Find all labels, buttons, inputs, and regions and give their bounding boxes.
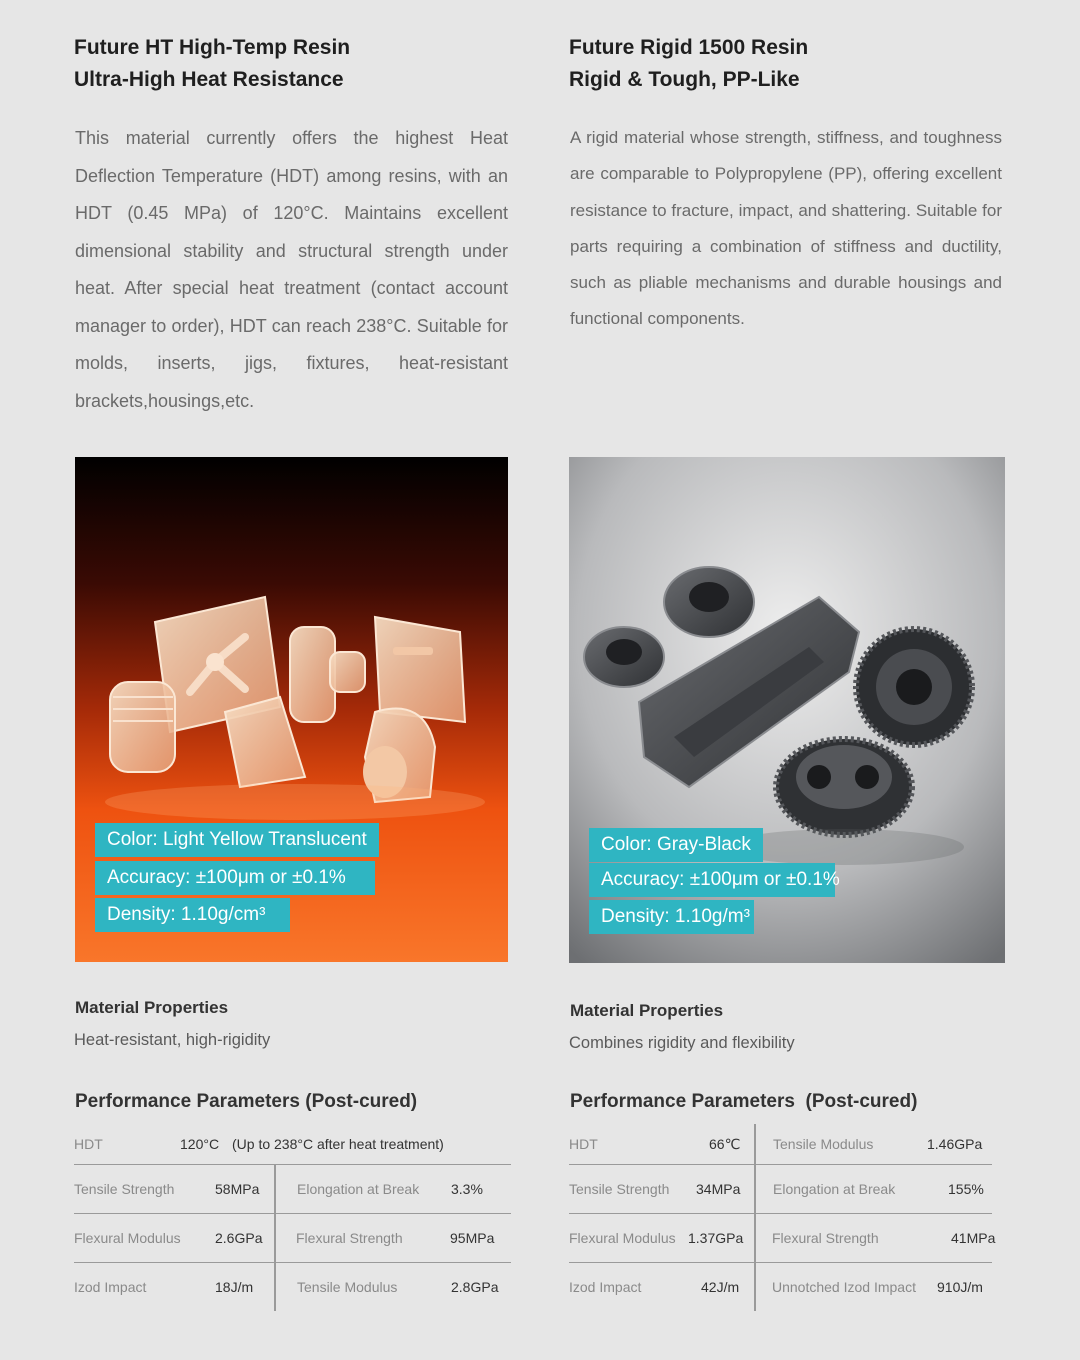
right-title-line1: Future Rigid 1500 Resin [569,36,809,59]
left-color-tag: Color: Light Yellow Translucent [95,823,379,857]
right-description: A rigid material whose strength, stiffness, and toughness are comparable to Polypropylene (PP), offering excellent resistance to fracture, impact, and shattering. Suitable for parts requiring a combination of stiffness and ductility, such as pliable mechanisms and durable housings and functional components. [570,128,1002,329]
left-parameters-table [74,1124,511,1311]
hdt-label: HDT [569,1136,598,1152]
left-performance-heading: Performance Parameters (Post-cured) [75,1091,418,1112]
tensile-strength-value: 34MPa [696,1181,741,1197]
left-description: This material currently offers the highest Heat Deflection Temperature (HDT) among resins, with an HDT (0.45 MPa) of 120°C. Maintains excellent dimensional stability and structural strength under heat. After special heat treatment (contact account manager to order), HDT can reach 238°C. Suitable for molds, inserts, jigs, fixtures, heat-resistant brackets,housings,etc. [75,128,508,411]
right-material-title [569,32,808,96]
left-material-properties-heading: Material Properties [75,998,229,1017]
izod-label: Izod Impact [74,1279,147,1295]
hdt-value: 66℃ [709,1135,741,1152]
tensile-strength-label: Tensile Strength [74,1181,175,1197]
left-material-title [74,32,350,96]
elongation-label: Elongation at Break [773,1181,896,1197]
hdt-note: (Up to 238°C after heat treatment) [232,1136,444,1152]
table-row [569,1124,992,1165]
left-density-tag: Density: 1.10g/cm³ [95,898,290,932]
tensile-modulus-label: Tensile Modulus [773,1136,874,1152]
flexural-strength-value: 95MPa [450,1230,495,1246]
table-row [569,1263,992,1311]
izod-value: 18J/m [215,1279,254,1295]
hdt-value: 120°C [180,1136,220,1152]
right-product-photo [569,457,1005,963]
hdt-label: HDT [74,1136,103,1152]
flexural-strength-label: Flexural Strength [296,1230,403,1246]
left-material-properties-text: Heat-resistant, high-rigidity [74,1031,271,1049]
unnotched-izod-label: Unnotched Izod Impact [772,1279,916,1295]
tensile-modulus-label: Tensile Modulus [297,1279,398,1295]
right-color-tag: Color: Gray-Black [589,828,763,862]
table-row [74,1124,511,1165]
left-product-photo [75,457,508,962]
unnotched-izod-value: 910J/m [937,1279,983,1295]
right-title-line2: Rigid & Tough, PP-Like [569,68,800,91]
flexural-modulus-label: Flexural Modulus [569,1230,676,1246]
table-row [569,1214,996,1263]
elongation-label: Elongation at Break [297,1181,420,1197]
left-accuracy-tag: Accuracy: ±100μm or ±0.1% [95,861,375,895]
right-material-properties-heading: Material Properties [570,1001,724,1020]
table-row [569,1165,992,1214]
right-performance-heading: Performance Parameters (Post-cured) [570,1091,918,1112]
table-row [74,1214,511,1262]
elongation-value: 155% [948,1181,984,1197]
tensile-strength-label: Tensile Strength [569,1181,670,1197]
flexural-strength-label: Flexural Strength [772,1230,879,1246]
izod-label: Izod Impact [569,1279,642,1295]
right-parameters-table [569,1124,996,1311]
right-accuracy-tag: Accuracy: ±100μm or ±0.1% [589,863,835,897]
elongation-value: 3.3% [451,1181,483,1197]
left-title-line2: Ultra-High Heat Resistance [74,68,344,91]
table-row [74,1165,511,1214]
right-density-tag: Density: 1.10g/m³ [589,900,754,934]
tensile-modulus-value: 2.8GPa [451,1279,499,1295]
flexural-modulus-value: 1.37GPa [688,1230,744,1246]
flexural-modulus-label: Flexural Modulus [74,1230,181,1246]
flexural-strength-value: 41MPa [951,1230,996,1246]
right-material-properties-text: Combines rigidity and flexibility [569,1034,795,1052]
left-title-line1: Future HT High-Temp Resin [74,36,351,59]
izod-value: 42J/m [701,1279,740,1295]
tensile-modulus-value: 1.46GPa [927,1136,983,1152]
flexural-modulus-value: 2.6GPa [215,1230,263,1246]
tensile-strength-value: 58MPa [215,1181,260,1197]
table-row [74,1262,511,1311]
